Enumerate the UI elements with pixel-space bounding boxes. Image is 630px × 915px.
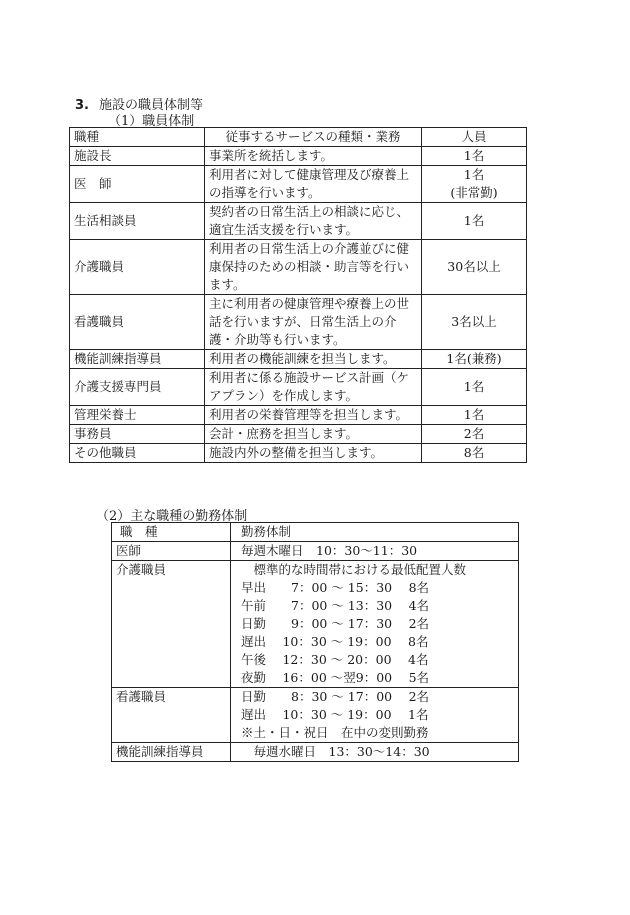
table-row [70,425,527,444]
count-line: 8名 [463,445,485,460]
table-row [112,688,519,743]
schedule-cell [231,743,519,762]
count-line: 30名以上 [447,259,501,274]
shift-table [111,522,519,762]
role-cell: 生活相談員 [70,203,205,240]
duty-line: ます。 [209,277,246,292]
count-line: 3名以上 [451,314,497,329]
schedule-line: 日勤 8：30 〜 17：00 2名 [241,689,430,704]
duty-cell [205,295,422,350]
role-cell: 看護職員 [112,688,231,743]
count-cell [422,350,527,369]
header-role: 職種 [70,128,205,147]
duty-cell [205,425,422,444]
staff-table-header [70,128,527,147]
duty-line: 利用者の日常生活上の介護並びに健 [209,241,410,256]
duty-cell [205,166,422,203]
duty-line: 契約者の日常生活上の相談に応じ、 [209,204,410,219]
count-line: 1名 [463,379,485,394]
duty-line: 利用者に係る施設サービス計画（ケ [209,370,410,385]
duty-line: 主に利用者の健康管理や療養上の世 [209,296,410,311]
schedule-cell [231,542,519,561]
count-line: (非常勤) [450,185,498,200]
table-row [70,444,527,463]
duty-line: 利用者に対して健康管理及び療養上 [209,167,410,182]
staff-table [69,127,527,463]
role-cell: 施設長 [70,147,205,166]
role-cell: 機能訓練指導員 [112,743,231,762]
duty-cell [205,147,422,166]
schedule-line: ※土・日・祝日 在中の変則勤務 [241,725,429,740]
count-line: 1名(兼務) [446,351,502,366]
schedule-cell [231,688,519,743]
section-number: 3. [75,98,89,113]
duty-cell [205,240,422,295]
header-schedule: 勤務体制 [231,523,519,542]
schedule-line: 遅出 10：30 〜 19：00 8名 [241,634,429,649]
header-duty: 従事するサービスの種類・業務 [205,128,422,147]
duty-line: 康保持のための相談・助言等を行い [209,259,410,274]
duty-line: 適宜生活支援を行います。 [209,222,359,237]
count-cell [422,147,527,166]
role-cell: 事務員 [70,425,205,444]
count-cell [422,240,527,295]
count-line: 2名 [463,426,485,441]
shift-table-header [112,523,519,542]
table-row [70,203,527,240]
count-cell [422,406,527,425]
table-row [70,166,527,203]
schedule-line: 午前 7：00 〜 13：30 4名 [241,598,430,613]
count-cell [422,203,527,240]
duty-line: アプラン）を作成します。 [209,388,359,403]
duty-line: 利用者の機能訓練を担当します。 [209,351,396,366]
header-role: 職 種 [112,523,231,542]
count-cell [422,295,527,350]
duty-line: 施設内外の整備を担当します。 [209,445,384,460]
count-line: 1名 [463,407,485,422]
shift-table-subtitle: （2）主な職種の勤務体制 [96,509,248,524]
table-row [112,561,519,688]
role-cell: 機能訓練指導員 [70,350,205,369]
duty-cell [205,203,422,240]
role-cell: 介護職員 [70,240,205,295]
schedule-line: 毎週水曜日 13：30〜14：30 [241,744,430,759]
duty-line: 話を行いますが、日常生活上の介 [209,314,397,329]
shift-table-body [112,542,519,762]
duty-line: 護・介助等も行います。 [209,332,346,347]
schedule-cell [231,561,519,688]
table-row [70,240,527,295]
role-cell: 介護支援専門員 [70,369,205,406]
count-cell [422,166,527,203]
table-row [70,369,527,406]
header-count: 人員 [422,128,527,147]
count-line: 1名 [463,167,485,182]
table-row [70,295,527,350]
duty-cell [205,444,422,463]
duty-line: の指導を行います。 [209,185,321,200]
table-row [70,406,527,425]
schedule-line: 遅出 10：30 〜 19：00 1名 [241,707,429,722]
schedule-line: 標準的な時間帯における最低配置人数 [241,562,467,577]
schedule-line: 毎週木曜日 10：30〜11：30 [241,543,418,558]
staff-table-subtitle: （1）職員体制 [108,114,195,129]
duty-line: 事業所を統括します。 [209,148,334,163]
role-cell: 医師 [112,542,231,561]
section-title: 施設の職員体制等 [98,98,203,113]
count-line: 1名 [463,213,485,228]
schedule-line: 夜勤 16：00 〜翌9：00 5名 [241,670,430,685]
schedule-line: 日勤 9：00 〜 17：30 2名 [241,616,430,631]
table-row [70,350,527,369]
duty-line: 利用者の栄養管理等を担当します。 [209,407,409,422]
duty-cell [205,406,422,425]
staff-table-body [70,147,527,463]
table-row [112,542,519,561]
count-cell [422,425,527,444]
role-cell: 医 師 [70,166,205,203]
count-line: 1名 [463,148,485,163]
role-cell: 介護職員 [112,561,231,688]
duty-cell [205,369,422,406]
role-cell: 看護職員 [70,295,205,350]
count-cell [422,444,527,463]
table-row [112,743,519,762]
duty-line: 会計・庶務を担当します。 [209,426,359,441]
role-cell: 管理栄養士 [70,406,205,425]
table-row [70,147,527,166]
duty-cell [205,350,422,369]
schedule-line: 午後 12：30 〜 20：00 4名 [241,652,429,667]
role-cell: その他職員 [70,444,205,463]
count-cell [422,369,527,406]
schedule-line: 早出 7：00 〜 15：30 8名 [241,580,430,595]
